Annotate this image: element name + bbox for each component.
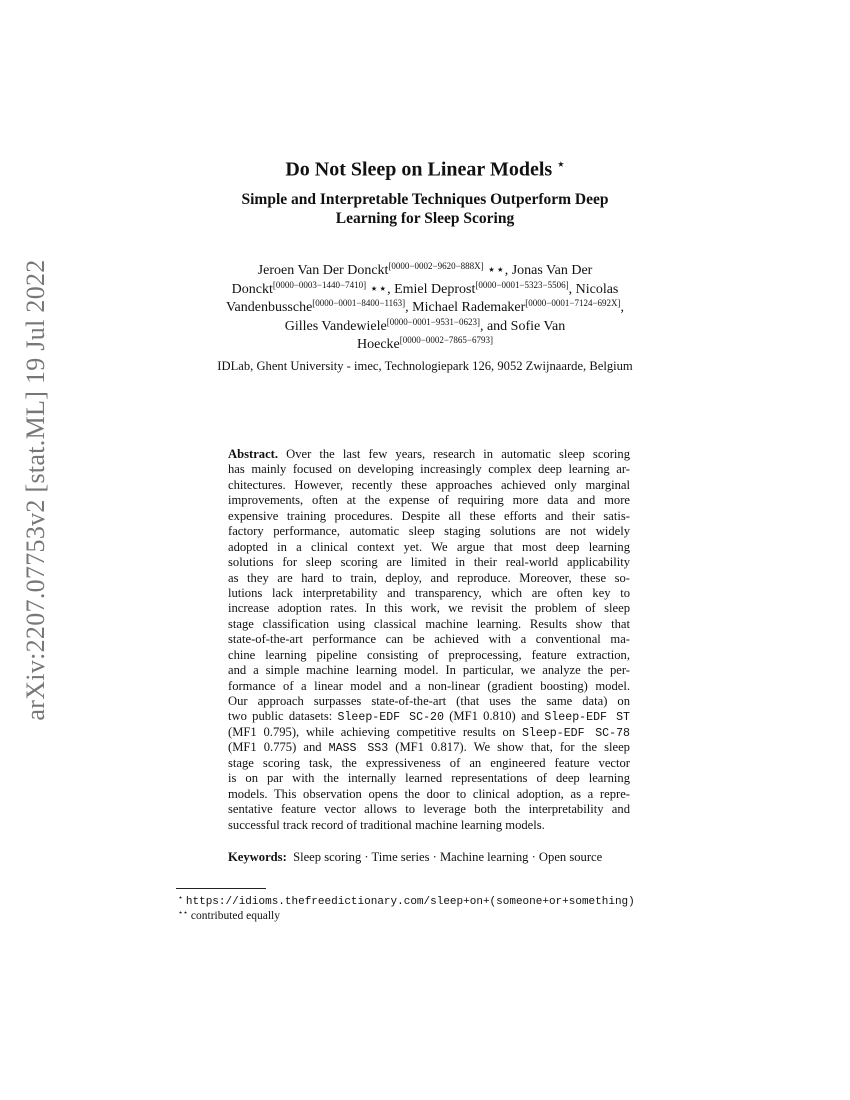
abstract-label: Abstract. (228, 447, 279, 461)
abstract-text: Our approach surpasses state-of-the-art (that uses the same data) on (228, 694, 630, 708)
author-line (175, 336, 675, 355)
abstract-line (228, 509, 630, 524)
author-name: , and Sofie Van (479, 318, 566, 334)
abstract-line (228, 478, 630, 493)
keywords (228, 850, 630, 865)
title-footnote-mark: ⋆ (557, 157, 565, 171)
abstract-text: chitectures. However, recently these approaches achieved only marginal (228, 477, 630, 492)
abstract-text: (MF1 0.817). We show that, for the sleep (388, 740, 630, 755)
abstract-line (228, 802, 630, 817)
abstract-text: Over the last few years, research in automatic sleep scoring (278, 447, 630, 461)
abstract-text: sentative feature vector allows to leverage both the interpretability and (228, 802, 630, 817)
abstract-line (228, 555, 630, 570)
abstract-text: and a simple machine learning model. In particular, we analyze the per- (228, 663, 630, 678)
abstract-line (228, 787, 630, 802)
dataset-name: MASS SS3 (328, 742, 389, 756)
abstract-line (228, 648, 630, 663)
abstract-line (228, 709, 630, 724)
abstract-text: chine learning pipeline consisting of preprocessing, feature extraction, (228, 647, 630, 662)
abstract-line (228, 663, 630, 678)
abstract-text: increase adoption rates. In this work, we revisit the problem of sleep (228, 601, 630, 616)
orcid-id: [0000−0001−7124−692X] (525, 298, 621, 309)
keywords-text: Sleep scoring · Time series · Machine learning · Open source (293, 850, 603, 864)
author-line (175, 281, 675, 300)
author-name: ⋆⋆, Jonas Van Der (483, 263, 593, 278)
abstract-line (228, 447, 630, 462)
author-name: ⋆⋆, Emiel Deprost (366, 281, 476, 297)
abstract-line (228, 601, 630, 616)
abstract-text: successful track record of traditional machine learning models. (228, 817, 545, 832)
footnote: ⋆⋆ contributed equally (178, 908, 280, 922)
abstract-text: improvements, often at the expense of requiring more data and more (228, 493, 630, 508)
abstract-line (228, 756, 630, 771)
keywords-label: Keywords: (228, 850, 287, 864)
author-name: Vandenbussche (225, 300, 313, 316)
abstract-line (228, 571, 630, 586)
author-name: , Nicolas (568, 281, 619, 297)
orcid-id: [0000−0001−5323−5506] (475, 279, 569, 290)
author-name: Donckt (231, 281, 273, 297)
abstract-line (228, 632, 630, 647)
author-name: Jeroen Van Der Donckt (257, 263, 389, 278)
orcid-id: [0000−0001−9531−0623] (386, 316, 480, 327)
subtitle-line: Simple and Interpretable Techniques Outperform Deep (241, 191, 609, 208)
author-list (175, 262, 675, 355)
abstract-text: (MF1 0.810) and (443, 709, 545, 724)
author-line (175, 318, 675, 337)
abstract-line (228, 725, 630, 740)
abstract-text: has mainly focused on developing increasingly complex deep learning ar- (228, 462, 630, 477)
author-name: , (620, 300, 625, 316)
abstract-text: factory performance, automatic sleep staging solutions are not widely (228, 524, 630, 539)
abstract-line (228, 771, 630, 786)
footnotes (178, 894, 635, 923)
orcid-id: [0000−0002−7865−6793] (399, 335, 493, 346)
abstract-line (228, 524, 630, 539)
abstract-text: (MF1 0.775) and (228, 740, 329, 755)
orcid-id: [0000−0003−1440−7410] (272, 279, 367, 290)
abstract-line (228, 462, 630, 477)
title-text: Do Not Sleep on Linear Models (285, 158, 553, 181)
abstract-text: formance of a linear model and a non-linear (gradient boosting) model. (228, 678, 630, 693)
author-name: Hoecke (357, 337, 400, 353)
abstract-text: models. This observation opens the door to clinical adoption, as a repre- (228, 786, 630, 801)
abstract-text: is on par with the internally learned representations of deep learning (228, 771, 630, 786)
abstract-line (228, 818, 630, 833)
paper-subtitle (175, 190, 675, 228)
author-line (175, 262, 675, 281)
abstract-text: as they are hard to train, deploy, and reproduce. Moreover, these so- (228, 570, 630, 585)
author-name: , Michael Rademaker (405, 300, 526, 316)
author-name: Gilles Vandewiele (284, 318, 387, 334)
footnote-rule (176, 888, 266, 889)
abstract-text: two public datasets: (228, 709, 338, 724)
dataset-name: Sleep-EDF SC-20 (337, 711, 444, 725)
arxiv-identifier: arXiv:2207.07753v2 [stat.ML] 19 Jul 2022 (21, 259, 50, 721)
abstract-line (228, 540, 630, 555)
abstract-text: stage classification using classical machine learning. Results show that (228, 616, 630, 631)
footnote: ⋆ https://idioms.thefreedictionary.com/sleep+on+(someone+or+something) (178, 893, 635, 908)
abstract-line (228, 493, 630, 508)
abstract-text: lutions lack interpretability and transparency, which are often key to (228, 585, 630, 600)
abstract (228, 447, 630, 833)
dataset-name: Sleep-EDF SC-78 (521, 726, 630, 740)
author-line (175, 299, 675, 318)
abstract-line (228, 617, 630, 632)
abstract-text: (MF1 0.795), while achieving competitive results on (228, 724, 522, 739)
orcid-id: [0000−0002−9620−888X] (388, 261, 484, 271)
abstract-line (228, 740, 630, 755)
abstract-line (228, 679, 630, 694)
abstract-text: stage scoring task, the expressiveness of an engineered feature vector (228, 755, 630, 770)
subtitle-line: Learning for Sleep Scoring (335, 210, 515, 227)
dataset-name: Sleep-EDF ST (544, 711, 630, 725)
abstract-text: expensive training procedures. Despite all these efforts and their satis- (228, 508, 630, 523)
abstract-line (228, 586, 630, 601)
orcid-id: [0000−0001−8400−1163] (312, 298, 406, 309)
affiliation: IDLab, Ghent University - imec, Technologiepark 126, 9052 Zwijnaarde, Belgium (217, 359, 633, 373)
abstract-text: state-of-the-art performance can be achieved with a conventional ma- (228, 632, 630, 647)
abstract-line (228, 694, 630, 709)
abstract-text: solutions for sleep scoring are limited in their real-world applicability (228, 555, 630, 570)
paper-title (0, 157, 850, 182)
abstract-text: adopted in a clinical context yet. We argue that most deep learning (228, 539, 630, 554)
footnote-link[interactable]: https://idioms.thefreedictionary.com/sleep+on+(someone+or+something) (185, 896, 635, 908)
